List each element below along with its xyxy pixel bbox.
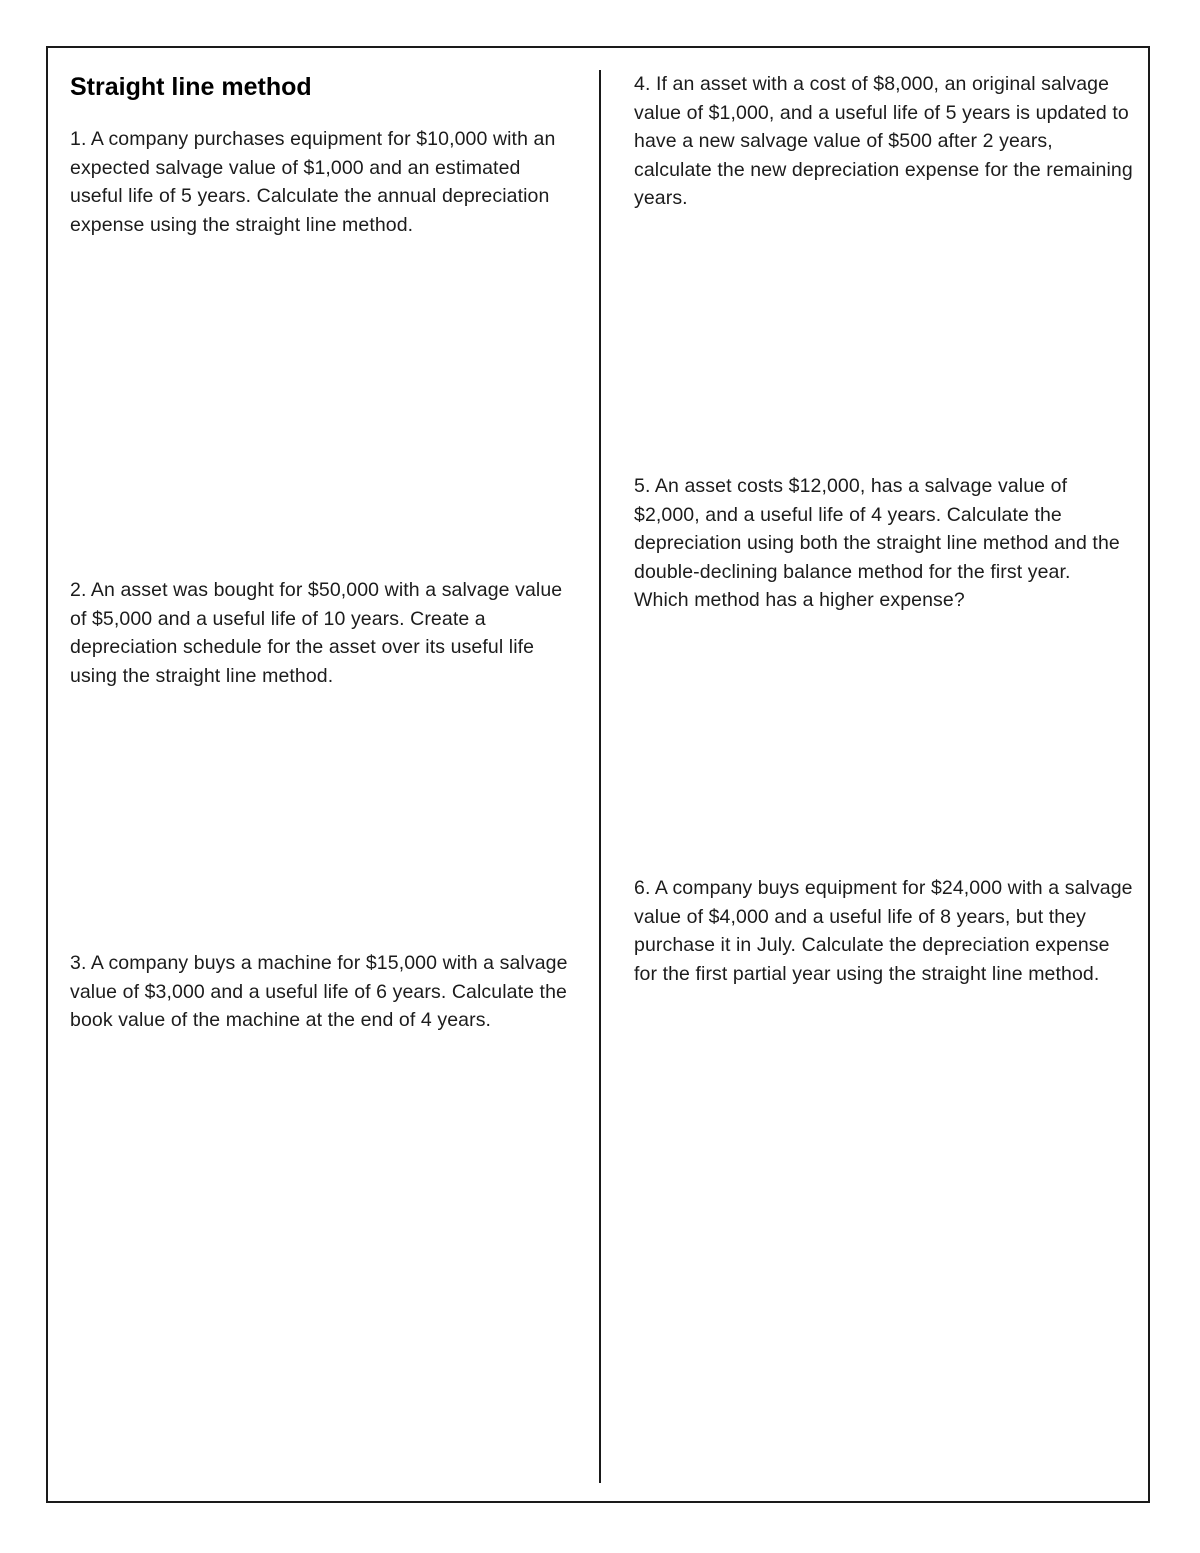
worksheet-title: Straight line method	[70, 73, 312, 101]
question-1: 1. A company purchases equipment for $10,000 with an expected salvage value of $1,000 and an estimated useful life of 5 years. Calculate the annual depreciation expense using the straight line method.	[70, 128, 556, 236]
column-divider	[599, 70, 601, 1483]
worksheet-border	[46, 46, 1150, 1503]
question-2: 2. An asset was bought for $50,000 with a salvage value of $5,000 and a useful life of 10 years. Create a depreciation schedule for the asset over its useful life using the straight line method.	[70, 579, 563, 687]
question-5: 5. An asset costs $12,000, has a salvage value of $2,000, and a useful life of 4 years. Calculate the depreciation using both the straight line method and the double-declining balance method for the first year. Which method has a higher expense?	[634, 475, 1120, 611]
question-4: 4. If an asset with a cost of $8,000, an original salvage value of $1,000, and a useful life of 5 years is updated to have a new salvage value of $500 after 2 years, calculate the new depreciation expense for the remaining years.	[634, 73, 1133, 209]
question-3: 3. A company buys a machine for $15,000 with a salvage value of $3,000 and a useful life of 6 years. Calculate the book value of the machine at the end of 4 years.	[70, 952, 568, 1031]
question-6: 6. A company buys equipment for $24,000 with a salvage value of $4,000 and a useful life of 8 years, but they purchase it in July. Calculate the depreciation expense for the first partial year using the straight line method.	[634, 877, 1133, 985]
